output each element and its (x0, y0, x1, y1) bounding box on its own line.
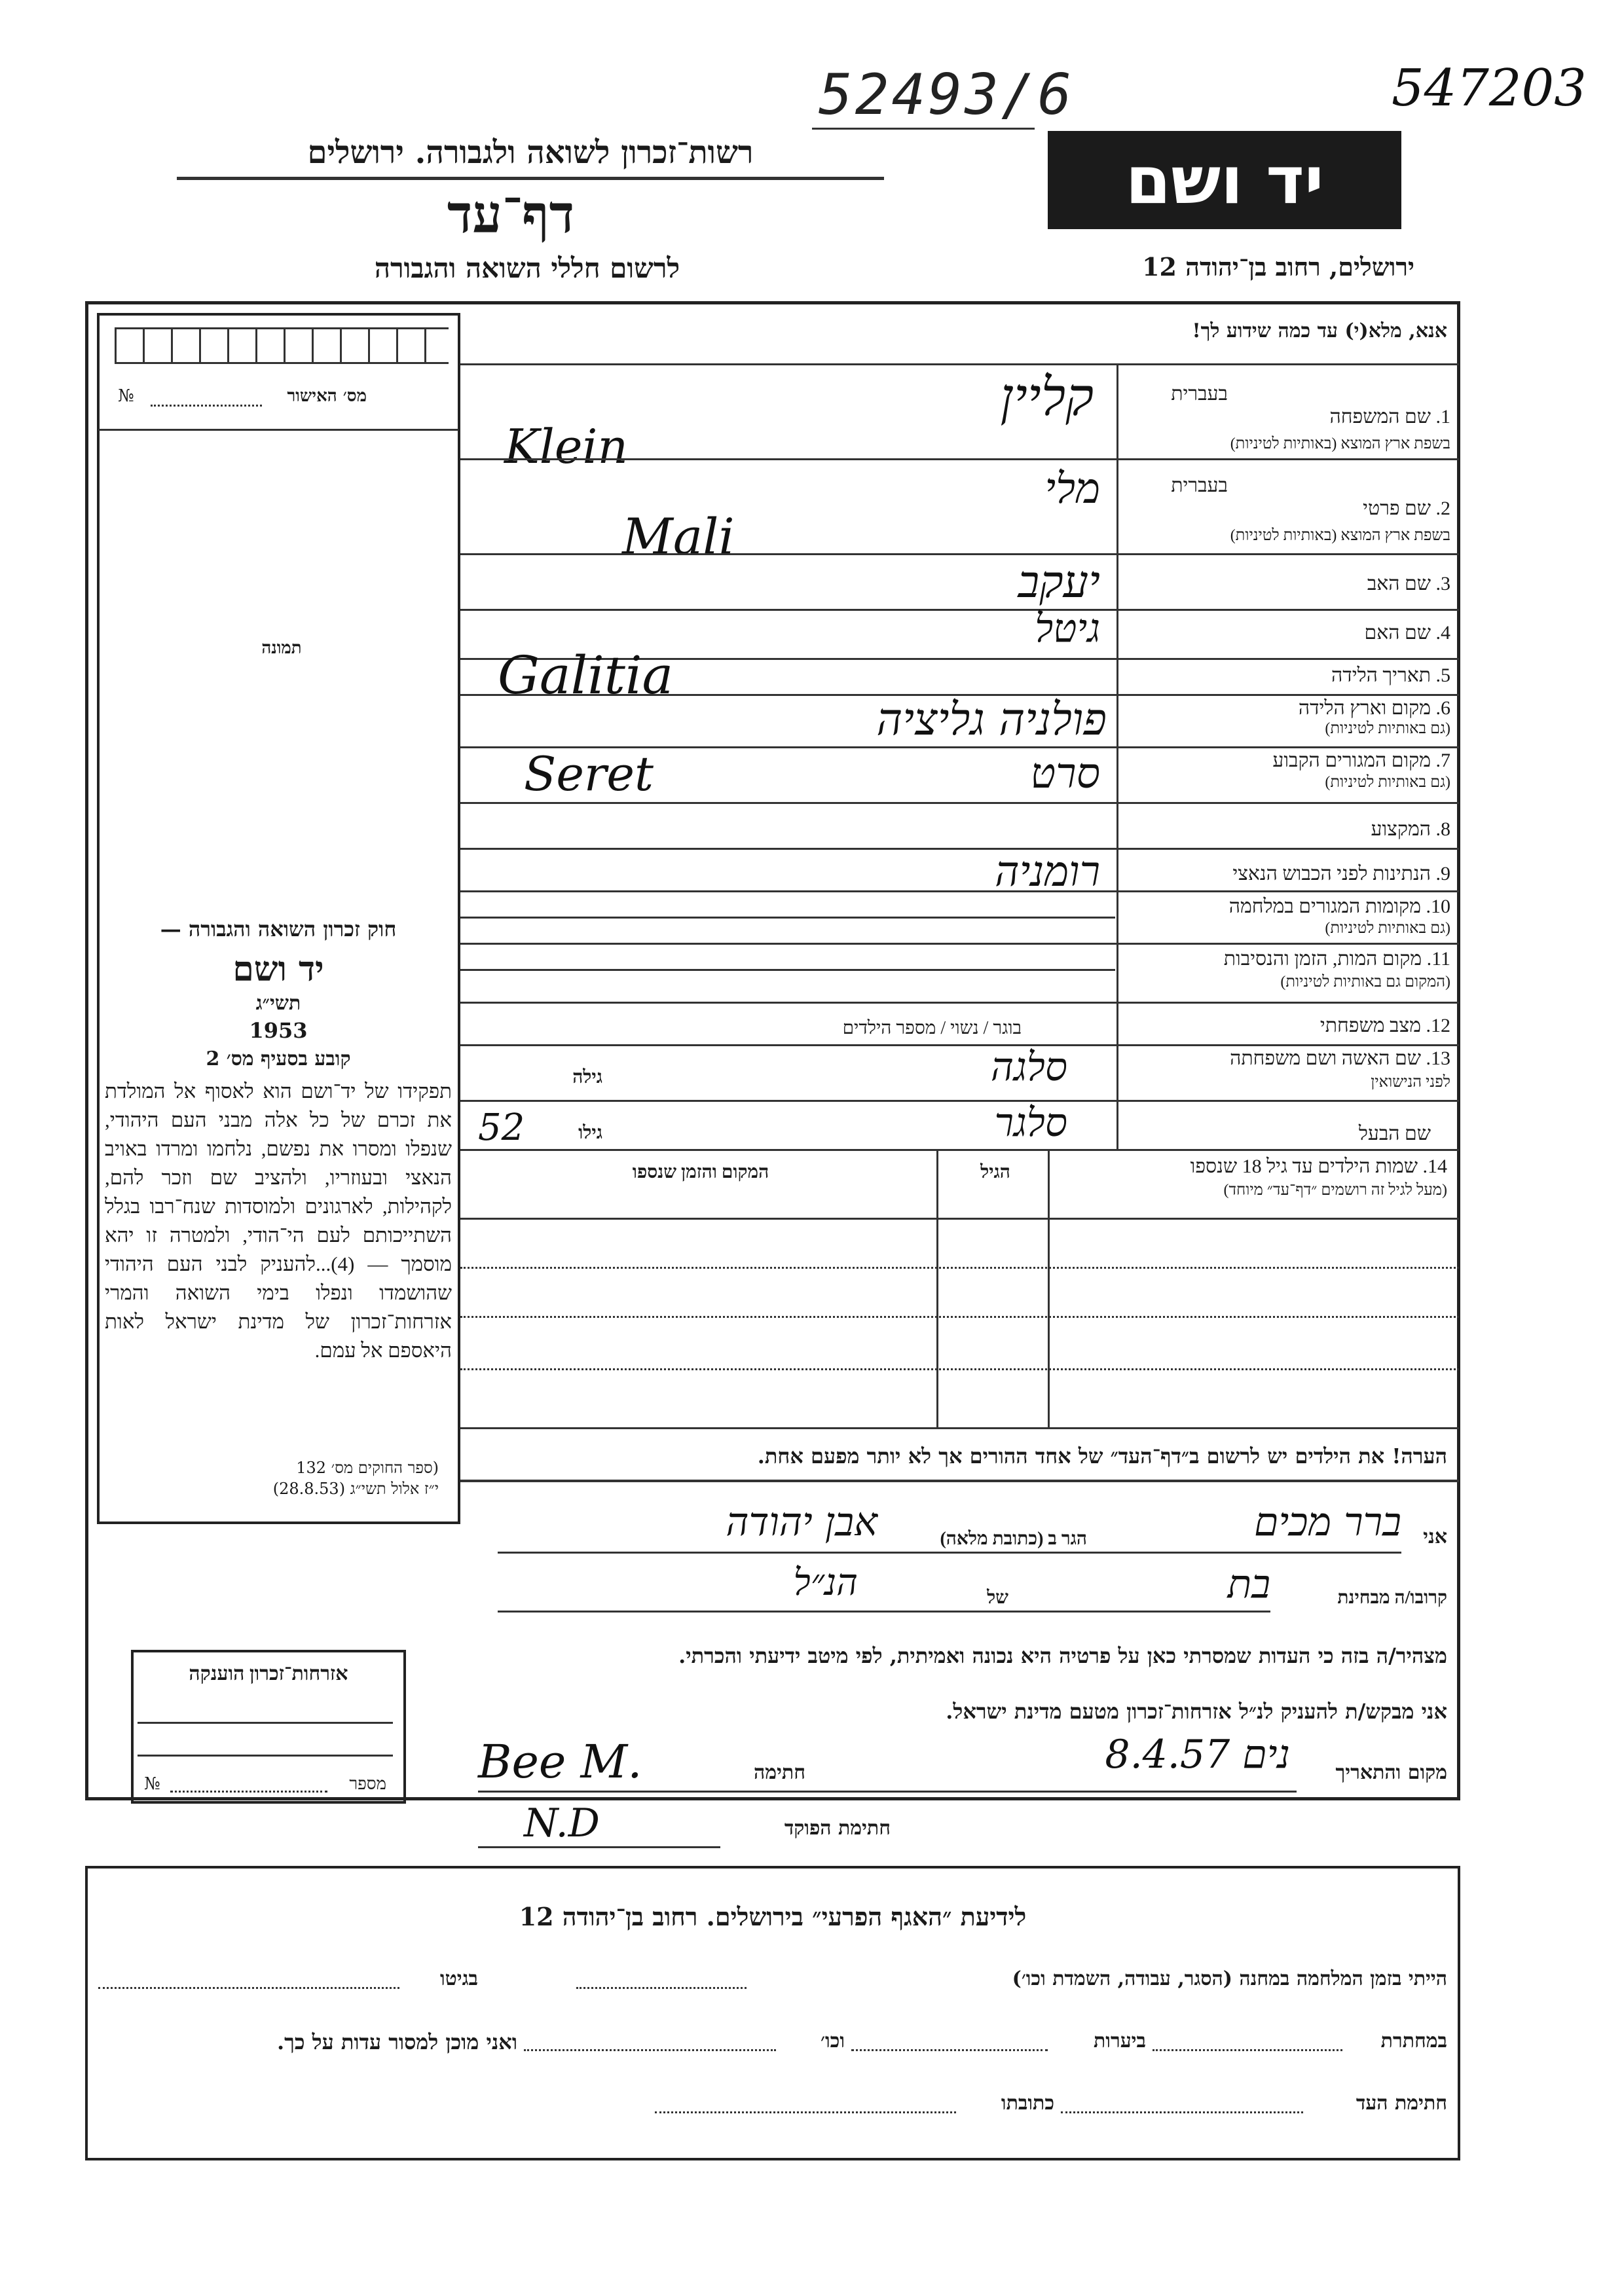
children-title: שמות הילדים עד גיל 18 שנספו (1190, 1156, 1418, 1177)
field-1-name: שם המשפחה (1329, 406, 1431, 428)
husband-age[interactable]: 52 (478, 1106, 525, 1149)
tick-mark (340, 329, 342, 362)
witness-name[interactable]: ברר מכים (1254, 1499, 1401, 1545)
surname-hebrew[interactable]: קליין (1000, 367, 1094, 428)
field-6-number: 6. (1435, 697, 1450, 719)
authority-name: רשות־זכרון לשואה ולגבורה. ירושלים (307, 134, 754, 171)
place-date-label: מקום והתאריך (1335, 1761, 1447, 1784)
citizenship-title: אזרחות־זכרון הוענקה (189, 1663, 348, 1685)
tick-mark (199, 329, 201, 362)
bottom-line3-fill-1 (1061, 2111, 1303, 2113)
field-3-name: שם האב (1367, 573, 1431, 594)
bottom-line2-fill-3 (524, 2049, 776, 2051)
field-8-label (1123, 818, 1450, 841)
children-col-age: הגיל (980, 1162, 1010, 1182)
corner-number: 547203 (1392, 59, 1587, 118)
signature-line (478, 1791, 1297, 1793)
photo-label: תמונה (261, 638, 302, 658)
row-10-mid-line (460, 917, 1115, 919)
permit-no: № (118, 386, 134, 406)
field-13-number: 13. (1426, 1048, 1450, 1069)
children-col-place: המקום והזמן שנספו (632, 1162, 769, 1182)
field-12-number: 12. (1426, 1015, 1450, 1036)
row-9-line (460, 890, 1459, 892)
field-1-number: 1. (1435, 406, 1450, 428)
bottom-line1: הייתי בזמן המלחמה במחנה (הסגר, עבודה, השמדת וכו׳) (1012, 1967, 1447, 1990)
label-column-border (1116, 363, 1118, 1149)
law-name: יד ושם (232, 949, 324, 989)
row-7-line (460, 802, 1459, 804)
permit-divider (98, 429, 458, 431)
children-col-divider-1 (1048, 1149, 1050, 1427)
children-bottom-line (460, 1427, 1459, 1429)
officer-signature[interactable]: N.D (524, 1800, 600, 1846)
permit-label: מס׳ האישור (287, 386, 367, 406)
relation-label: קרובו/ה מבחינת (1337, 1588, 1447, 1608)
relation-value[interactable]: בת (1227, 1561, 1270, 1607)
citizenship-number-line (170, 1791, 327, 1793)
field-10-sub: (גם באותיות לטיניות) (1325, 920, 1450, 937)
field-9-name: הנתינות לפני הכבוש הנאצי (1232, 863, 1431, 884)
document-number: 52493/6 (819, 62, 1075, 128)
place-date-value[interactable]: נים 8.4.57 (1105, 1732, 1290, 1777)
signature-label: חתימה (754, 1761, 805, 1784)
field-6-label (1123, 697, 1450, 720)
children-number: 14. (1422, 1156, 1447, 1177)
tick-marks (115, 327, 449, 364)
residence-hebrew[interactable]: סרט (1030, 750, 1100, 798)
of-label: של (987, 1588, 1008, 1608)
authority-underline (177, 177, 884, 180)
note-text: הערה! את הילדים יש לרשום ב״דף־העד״ של אחד ההורים אך לא יותר מפעם אחת. (757, 1444, 1447, 1468)
field-8-number: 8. (1435, 818, 1450, 840)
citizenship-line-1 (138, 1722, 393, 1724)
decl-ani: אני (1423, 1525, 1447, 1548)
bottom-title: לידיעת ״האגף הפרעי״ בירושלים. רחוב בן־יהודה 12 (519, 1902, 1027, 1931)
field-13-label (1123, 1048, 1450, 1070)
law-clause: קובע בסעיף מס׳ 2 (206, 1048, 351, 1070)
field-10-label (1123, 896, 1450, 918)
tick-mark (424, 329, 426, 362)
field-4-name: שם האם (1364, 622, 1431, 644)
permit-line (151, 405, 262, 407)
field-4-label (1123, 622, 1450, 644)
field-5-label (1123, 665, 1450, 687)
father-name[interactable]: יעקב (1018, 556, 1100, 608)
field-2-number: 2. (1435, 498, 1450, 519)
law-source-1: (ספר החוקים מס׳ 132 (296, 1459, 439, 1477)
field-6-sub: (גם באותיות לטיניות) (1325, 720, 1450, 737)
children-row-1 (460, 1267, 1459, 1269)
row-11-mid-line (460, 969, 1115, 971)
note-line (460, 1480, 1459, 1482)
field-12-label (1123, 1015, 1450, 1037)
law-year-heb: תשי״ג (255, 992, 301, 1015)
children-label (1054, 1156, 1447, 1178)
husband-label: שם הבעל (1358, 1123, 1431, 1144)
witness-address[interactable]: אבן יהודה (726, 1499, 877, 1545)
field-2-label (1123, 498, 1450, 520)
bottom-line2-fill-2 (851, 2049, 1048, 2051)
field-9-number: 9. (1435, 863, 1450, 884)
bottom-line2-end: ואני מוכן למסור עדות על כך. (276, 2030, 517, 2054)
form-subtitle: לרשום חללי השואה והגבורה (374, 252, 680, 284)
field-11-number: 11. (1426, 948, 1450, 970)
row-1-line (460, 458, 1459, 460)
field-13-sub: לפני הנישואין (1371, 1074, 1450, 1091)
citizenship-number-sym: № (144, 1774, 160, 1794)
bottom-line2-b: ביערות (1093, 2030, 1146, 2052)
tick-mark (143, 329, 145, 362)
officer-label: חתימת הפוקד (784, 1817, 891, 1840)
children-col-divider-2 (936, 1149, 938, 1427)
bottom-line2-a: במחתרת (1380, 2030, 1447, 2052)
field-11-label (1123, 948, 1450, 970)
bottom-line1-fill-1 (576, 1987, 747, 1989)
intro-divider (460, 363, 1459, 365)
officer-line (478, 1846, 720, 1848)
field-11-sub: (המקום גם באותיות לטיניות) (1280, 974, 1450, 991)
tick-mark (312, 329, 314, 362)
firstname-hebrew[interactable]: מלי (1044, 465, 1100, 513)
row-10-line (460, 943, 1459, 945)
decl-line-1 (498, 1552, 1401, 1554)
citizenship-line-2 (138, 1755, 393, 1757)
tick-mark (255, 329, 257, 362)
field-7-label (1123, 750, 1450, 772)
bottom-line3-fill-2 (655, 2111, 956, 2113)
field-8-name: המקצוע (1371, 818, 1431, 840)
bottom-line1-fill-2 (98, 1987, 399, 1989)
field-7-sub: (גם באותיות לטיניות) (1325, 774, 1450, 791)
children-header-line (460, 1218, 1459, 1220)
field-6-name: מקום וארץ הלידה (1298, 697, 1431, 719)
tick-mark (284, 329, 286, 362)
children-row-2 (460, 1316, 1459, 1318)
intro-text: אנא, מלא(י) עד כמה שידוע לך! (1192, 319, 1447, 342)
field-11-name: מקום המות, הזמן והנסיבות (1223, 948, 1422, 970)
field-5-name: תאריך הלידה (1331, 665, 1431, 686)
field-2-tag: בעברית (1171, 475, 1228, 496)
row-husband-line (460, 1149, 1459, 1151)
tick-mark (115, 329, 117, 362)
birth-place[interactable]: פולניה גליציה (876, 694, 1107, 746)
husband-name[interactable]: סלגר (994, 1100, 1067, 1146)
field-9-label (1123, 863, 1450, 885)
husband-age-label: גילו (578, 1123, 602, 1143)
birth-region[interactable]: Galitia (498, 645, 674, 706)
bottom-line2-fill-1 (1153, 2049, 1342, 2051)
law-source-2: י״ז אלול תשי״ג (28.8.53) (272, 1480, 439, 1498)
field-2-sub: בשפת ארץ המוצא (באותיות לטיניות) (1230, 527, 1450, 544)
law-title: חוק זכרון השואה והגבורה — (160, 917, 397, 941)
surname-latin[interactable]: Klein (504, 419, 628, 474)
citizenship[interactable]: רומניה (995, 848, 1100, 896)
tick-mark (171, 329, 173, 362)
field-2-name: שם פרטי (1363, 498, 1431, 519)
decl-line-2 (498, 1611, 1270, 1613)
residence-latin[interactable]: Seret (524, 746, 654, 801)
tick-mark (227, 329, 229, 362)
bottom-line3-a: חתימת העד (1356, 2092, 1447, 2115)
law-year: 1953 (249, 1018, 308, 1043)
field-1-sub: בשפת ארץ המוצא (באותיות לטיניות) (1230, 435, 1450, 452)
bottom-line1-end: בגיטו (439, 1967, 478, 1990)
field-10-name: מקומות המגורים במלחמה (1228, 896, 1421, 917)
decl-residing: הגר ב (כתובת מלאה) (940, 1529, 1087, 1549)
field-5-number: 5. (1435, 665, 1450, 686)
of-value[interactable]: הנ״ל (793, 1561, 858, 1604)
bottom-line2-c: וכו׳ (821, 2030, 845, 2052)
field-12-name: מצב משפחתי (1320, 1015, 1421, 1036)
tick-mark (368, 329, 370, 362)
decl-request: אני מבקש/ת להעניק לנ״ל אזרחות־זכרון מטעם מדינת ישראל. (946, 1699, 1447, 1724)
field-7-number: 7. (1435, 750, 1450, 771)
mother-name[interactable]: גיטל (1035, 606, 1100, 651)
children-row-3 (460, 1368, 1459, 1370)
row-2-line (460, 553, 1459, 555)
wife-name[interactable]: סלגה (990, 1044, 1067, 1090)
bottom-line3-b: כתובתו (1001, 2092, 1054, 2115)
yad-vashem-logo: יד ושם (1048, 131, 1401, 229)
field-3-number: 3. (1435, 573, 1450, 594)
address: ירושלים, רחוב בן־יהודה 12 (1142, 252, 1414, 282)
field-1-label (1123, 406, 1450, 428)
field-4-number: 4. (1435, 622, 1450, 644)
tick-mark (396, 329, 398, 362)
form-title: דף־עד (447, 183, 575, 245)
field-10-number: 10. (1426, 896, 1450, 917)
doc-number-underline (812, 128, 1035, 130)
children-sub: (מעל לגיל זה רושמים ״דף־עד״ מיוחד) (1223, 1182, 1447, 1199)
wife-age-label: גילה (572, 1067, 602, 1087)
field-3-label (1123, 573, 1450, 595)
field-1-tag: בעברית (1171, 383, 1228, 405)
marital-options: בוגר / נשוי / מספר הילדים (842, 1018, 1022, 1038)
citizenship-number-label: מספר (349, 1774, 386, 1793)
field-7-name: מקום המגורים הקבוע (1272, 750, 1431, 771)
row-11-line (460, 1002, 1459, 1004)
law-text: תפקידו של יד־ושם הוא לאסוף אל המולדת את זכרם של כל אלה מבני העם היהודי, שנפלו ומסרו את נפשם, נלחמו ומרדו באויב הנאצי ובעוזריו, ולהציב שם וזכר להם, לקהילות, לארגונים ולמוסדות שנח־רבו בגלל השתייכותם לעם הי־הודי, ולמטרה זו יהא מוסמך — (4)...להעניק לבני העם היהודי שהושמדו ונפלו בימי השואה והמרי אזרחות־זכרון של מדינת ישראל לאות היאספם אל עמם. (105, 1080, 452, 1362)
decl-statement: מצהיר/ה בזה כי העדות שמסרתי כאן על פרטיה היא נכונה ואמיתית, לפי מיטב ידיעתי והכרתי. (678, 1643, 1447, 1668)
firstname-latin[interactable]: Mali (622, 507, 735, 566)
signature-value[interactable]: Bee M. (478, 1735, 642, 1789)
field-13-name: שם האשה ושם משפחתה (1230, 1048, 1421, 1069)
